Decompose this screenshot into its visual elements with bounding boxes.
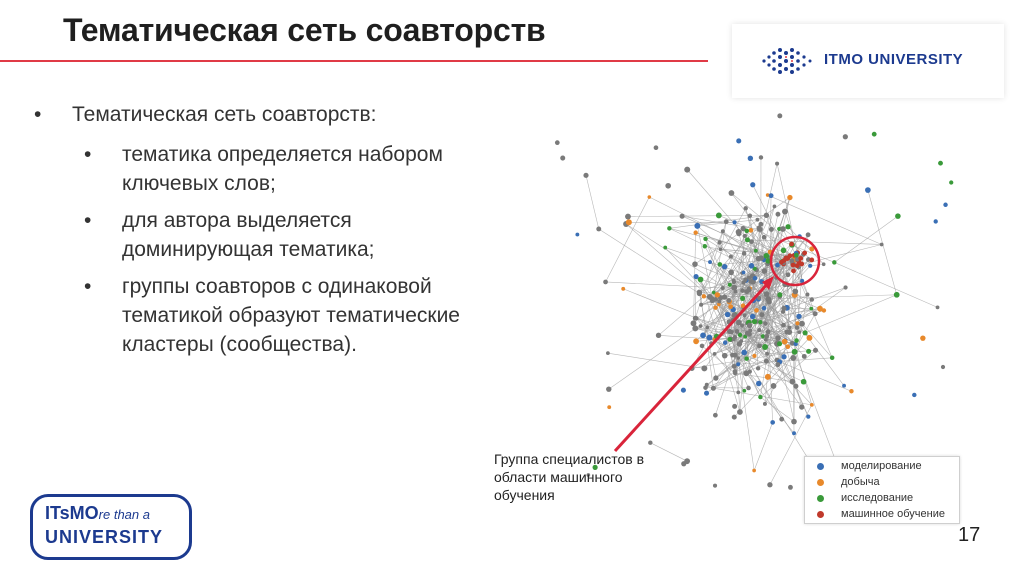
network-node — [684, 458, 690, 464]
network-node — [758, 320, 762, 324]
network-edge — [780, 362, 852, 391]
network-node — [626, 219, 632, 225]
network-node — [810, 297, 814, 301]
network-node — [735, 329, 740, 334]
sub-bullet-item: • группы соавторов с одинаковой тематикой образуют тематические кластеры (сообщества). — [72, 272, 462, 359]
network-node — [684, 167, 690, 173]
network-node — [625, 214, 631, 220]
itmo-logo-text: ITMO UNIVERSITY — [824, 51, 964, 68]
network-node — [776, 362, 781, 367]
slide-title: Тематическая сеть соавторств — [63, 12, 546, 48]
network-node — [785, 344, 790, 349]
network-node — [794, 338, 799, 343]
network-node — [822, 262, 826, 266]
network-edge — [586, 175, 599, 229]
network-node — [757, 343, 762, 348]
network-node — [764, 338, 768, 342]
network-node — [777, 341, 782, 346]
network-node — [718, 262, 723, 267]
network-node — [648, 195, 652, 199]
network-node — [713, 484, 717, 488]
network-node — [736, 362, 740, 366]
network-node — [943, 203, 947, 207]
network-node — [716, 213, 722, 219]
network-node — [794, 253, 799, 258]
graph-legend — [804, 456, 960, 524]
network-node — [681, 388, 686, 393]
network-node — [756, 381, 761, 386]
network-node — [736, 320, 742, 326]
network-node — [692, 325, 698, 331]
network-node — [741, 350, 747, 356]
network-node — [795, 263, 800, 268]
network-node — [777, 292, 782, 297]
network-node — [807, 335, 813, 341]
network-node — [764, 359, 769, 364]
network-node — [791, 419, 797, 425]
network-node — [744, 356, 749, 361]
legend-item — [805, 507, 959, 522]
network-node — [802, 251, 807, 256]
network-node — [739, 339, 743, 343]
network-node — [726, 298, 731, 303]
network-node — [762, 235, 767, 240]
network-node — [790, 379, 796, 385]
network-node — [713, 306, 717, 310]
network-node — [750, 182, 755, 187]
network-node — [795, 321, 799, 325]
network-node — [781, 323, 786, 328]
network-node — [752, 319, 757, 324]
network-node — [849, 389, 853, 393]
network-node — [781, 306, 786, 311]
network-node — [764, 213, 769, 218]
legend-label: добыча — [841, 476, 880, 488]
network-node — [730, 353, 735, 358]
network-edge — [777, 164, 799, 263]
network-node — [806, 415, 810, 419]
network-node — [809, 307, 813, 311]
network-node — [895, 213, 901, 219]
network-node — [693, 274, 698, 279]
network-node — [737, 409, 743, 415]
network-node — [719, 247, 723, 251]
network-node — [748, 214, 752, 218]
network-node — [775, 162, 779, 166]
network-node — [747, 275, 751, 279]
network-node — [731, 285, 737, 291]
network-node — [790, 258, 795, 263]
figure-caption: Группа специалистов в области машинного обучения — [494, 451, 645, 503]
network-node — [722, 264, 727, 269]
sub-bullet-list — [72, 140, 462, 359]
network-node — [747, 331, 752, 336]
network-node — [748, 156, 753, 161]
network-node — [742, 389, 746, 393]
network-node — [766, 329, 771, 334]
network-node — [742, 251, 746, 255]
network-node — [806, 232, 811, 237]
network-node — [656, 333, 661, 338]
network-node — [575, 233, 579, 237]
network-edge — [834, 216, 898, 262]
network-node — [788, 326, 792, 330]
legend-item — [805, 459, 959, 474]
network-node — [711, 386, 716, 391]
network-node — [759, 255, 765, 261]
network-node — [743, 234, 747, 238]
network-node — [708, 260, 712, 264]
network-node — [702, 294, 706, 298]
network-node — [806, 349, 811, 354]
network-node — [934, 219, 938, 223]
network-node — [704, 391, 709, 396]
network-node — [872, 132, 877, 137]
network-node — [793, 384, 798, 389]
network-node — [752, 469, 756, 473]
network-node — [832, 260, 836, 264]
network-node — [763, 402, 767, 406]
network-node — [803, 330, 808, 335]
network-node — [795, 325, 800, 330]
network-node — [732, 404, 737, 409]
network-edge — [609, 328, 696, 389]
network-node — [729, 255, 733, 259]
network-edge — [695, 277, 696, 319]
network-node — [813, 348, 818, 353]
network-node — [606, 386, 611, 391]
network-node — [736, 138, 741, 143]
network-node — [762, 306, 767, 311]
network-node — [920, 335, 925, 340]
network-edge — [746, 373, 794, 433]
network-node — [789, 242, 794, 247]
network-node — [754, 249, 758, 253]
network-node — [713, 375, 718, 380]
network-node — [865, 187, 871, 193]
network-node — [721, 286, 725, 290]
network-node — [753, 276, 758, 281]
network-node — [691, 320, 697, 326]
network-node — [694, 223, 700, 229]
network-node — [802, 354, 807, 359]
legend-label: моделирование — [841, 460, 922, 472]
network-node — [730, 330, 734, 334]
network-node — [721, 229, 725, 233]
legend-marker — [817, 479, 824, 486]
network-node — [736, 229, 742, 235]
network-node — [700, 333, 706, 339]
network-node — [733, 220, 737, 224]
network-node — [747, 288, 752, 293]
network-node — [715, 292, 720, 297]
network-node — [756, 366, 760, 370]
network-node — [765, 374, 771, 380]
network-node — [782, 209, 788, 215]
network-node — [703, 244, 707, 248]
network-node — [749, 228, 754, 233]
network-node — [764, 291, 770, 297]
legend-label: исследование — [841, 492, 914, 504]
legend-label: машинное обучение — [841, 508, 945, 520]
network-node — [732, 364, 737, 369]
network-node — [777, 113, 782, 118]
network-node — [770, 420, 775, 425]
network-node — [555, 140, 560, 145]
network-node — [710, 298, 715, 303]
network-node — [894, 292, 900, 298]
network-node — [754, 308, 759, 313]
network-node — [722, 353, 728, 359]
network-node — [667, 226, 671, 230]
network-node — [781, 354, 786, 359]
network-node — [740, 288, 745, 293]
network-node — [699, 324, 703, 328]
network-node — [790, 355, 796, 361]
network-node — [699, 303, 703, 307]
network-node — [693, 338, 699, 344]
network-node — [728, 270, 734, 276]
network-node — [746, 386, 751, 391]
network-node — [725, 312, 730, 317]
legend-marker — [817, 511, 824, 518]
network-node — [703, 385, 708, 390]
network-node — [949, 180, 953, 184]
network-node — [759, 312, 764, 317]
network-node — [769, 193, 774, 198]
network-node — [785, 224, 790, 229]
network-node — [740, 296, 745, 301]
network-node — [757, 328, 761, 332]
network-node — [749, 263, 755, 269]
network-node — [781, 248, 787, 254]
itmo-more-than-a-university-logo — [30, 494, 192, 560]
network-node — [732, 337, 736, 341]
network-node — [733, 371, 737, 375]
network-node — [713, 352, 717, 356]
network-node — [680, 214, 685, 219]
network-node — [729, 190, 735, 196]
network-node — [665, 183, 671, 189]
network-node — [843, 285, 847, 289]
network-node — [912, 393, 916, 397]
network-node — [698, 277, 704, 283]
network-node — [745, 229, 750, 234]
network-node — [717, 240, 721, 244]
network-node — [724, 219, 729, 224]
network-node — [822, 308, 826, 312]
network-node — [695, 316, 699, 320]
network-node — [705, 326, 709, 330]
network-node — [799, 404, 804, 409]
network-node — [775, 335, 781, 341]
network-node — [736, 390, 740, 394]
page-number: 17 — [958, 524, 981, 546]
legend-item — [805, 491, 959, 506]
network-node — [799, 321, 805, 327]
network-node — [707, 335, 713, 341]
network-node — [606, 351, 610, 355]
bullet-list — [34, 100, 462, 367]
legend-item — [805, 475, 959, 490]
network-node — [762, 344, 768, 350]
bullet-main-text: Тематическая сеть соавторств: — [72, 103, 377, 126]
network-node — [782, 258, 787, 263]
network-node — [743, 370, 749, 376]
legend-marker — [817, 463, 824, 470]
network-node — [809, 258, 814, 263]
network-node — [697, 290, 702, 295]
network-node — [607, 405, 611, 409]
network-node — [756, 218, 760, 222]
network-edge — [626, 224, 710, 297]
network-node — [788, 485, 793, 490]
network-edge — [754, 422, 773, 470]
network-node — [736, 356, 740, 360]
network-node — [787, 195, 792, 200]
network-node — [747, 323, 752, 328]
network-node — [791, 268, 796, 273]
network-node — [936, 306, 940, 310]
network-node — [734, 290, 738, 294]
network-node — [813, 311, 818, 316]
network-node — [830, 356, 835, 361]
network-node — [771, 383, 777, 389]
network-node — [791, 263, 796, 268]
network-node — [941, 365, 945, 369]
network-edge — [608, 353, 704, 368]
network-node — [654, 145, 659, 150]
network-node — [744, 206, 748, 210]
network-node — [765, 352, 769, 356]
network-node — [779, 417, 784, 422]
legend-marker — [817, 495, 824, 502]
network-node — [648, 440, 652, 444]
network-node — [773, 205, 777, 209]
network-node — [806, 293, 810, 297]
network-node — [741, 281, 745, 285]
network-node — [762, 268, 767, 273]
network-edge — [805, 295, 897, 333]
network-node — [583, 173, 588, 178]
network-nodes — [555, 113, 953, 489]
network-node — [701, 365, 707, 371]
network-node — [767, 482, 772, 487]
network-node — [799, 262, 804, 267]
network-node — [810, 403, 814, 407]
network-node — [692, 261, 698, 267]
network-node — [763, 321, 768, 326]
network-node — [843, 134, 848, 139]
network-node — [727, 337, 732, 342]
logo-bottom-line1 — [45, 503, 150, 524]
network-node — [938, 161, 943, 166]
logo-tagline: re than a — [98, 507, 150, 522]
network-node — [775, 263, 780, 268]
network-edge — [650, 443, 687, 461]
network-node — [700, 344, 705, 349]
sub-bullet-item: • для автора выделяется доминирующая тематика; — [72, 206, 462, 264]
network-node — [759, 155, 763, 159]
network-node — [764, 253, 770, 259]
network-node — [743, 313, 747, 317]
network-node — [732, 280, 736, 284]
network-node — [792, 431, 796, 435]
network-node — [792, 289, 798, 295]
network-node — [776, 212, 781, 217]
network-node — [757, 225, 762, 230]
network-node — [728, 283, 732, 287]
network-node — [745, 237, 750, 242]
network-node — [801, 379, 807, 385]
network-node — [880, 243, 884, 247]
network-node — [758, 395, 762, 399]
bullet-main — [34, 100, 462, 359]
network-node — [784, 330, 789, 335]
network-node — [703, 237, 707, 241]
network-node — [732, 415, 737, 420]
logo-bottom-line2: UNIVERSITY — [45, 527, 164, 547]
network-node — [723, 340, 728, 345]
network-node — [786, 272, 791, 277]
network-edge — [628, 215, 766, 216]
network-node — [728, 304, 733, 309]
logo-itmo-text: ITsMO — [45, 503, 99, 523]
network-node — [713, 413, 718, 418]
network-node — [792, 349, 798, 355]
network-node — [560, 156, 565, 161]
network-node — [769, 227, 774, 232]
network-node — [742, 271, 746, 275]
network-node — [603, 280, 608, 285]
itmo-dots-icon — [760, 46, 816, 76]
network-node — [796, 314, 801, 319]
network-edge — [834, 262, 937, 307]
network-node — [780, 226, 786, 232]
sub-bullet-item: • тематика определяется набором ключевых слов; — [72, 140, 462, 198]
network-node — [621, 287, 625, 291]
network-node — [798, 256, 803, 261]
network-node — [765, 296, 771, 302]
network-node — [782, 339, 788, 345]
title-underline — [0, 60, 708, 62]
network-node — [750, 314, 755, 319]
itmo-logo — [732, 24, 1004, 98]
network-node — [797, 330, 801, 334]
network-node — [663, 246, 667, 250]
network-node — [596, 226, 601, 231]
network-node — [718, 300, 722, 304]
network-edge — [606, 197, 650, 282]
network-node — [752, 354, 756, 358]
network-node — [842, 384, 846, 388]
network-node — [808, 264, 812, 268]
network-node — [693, 230, 697, 234]
